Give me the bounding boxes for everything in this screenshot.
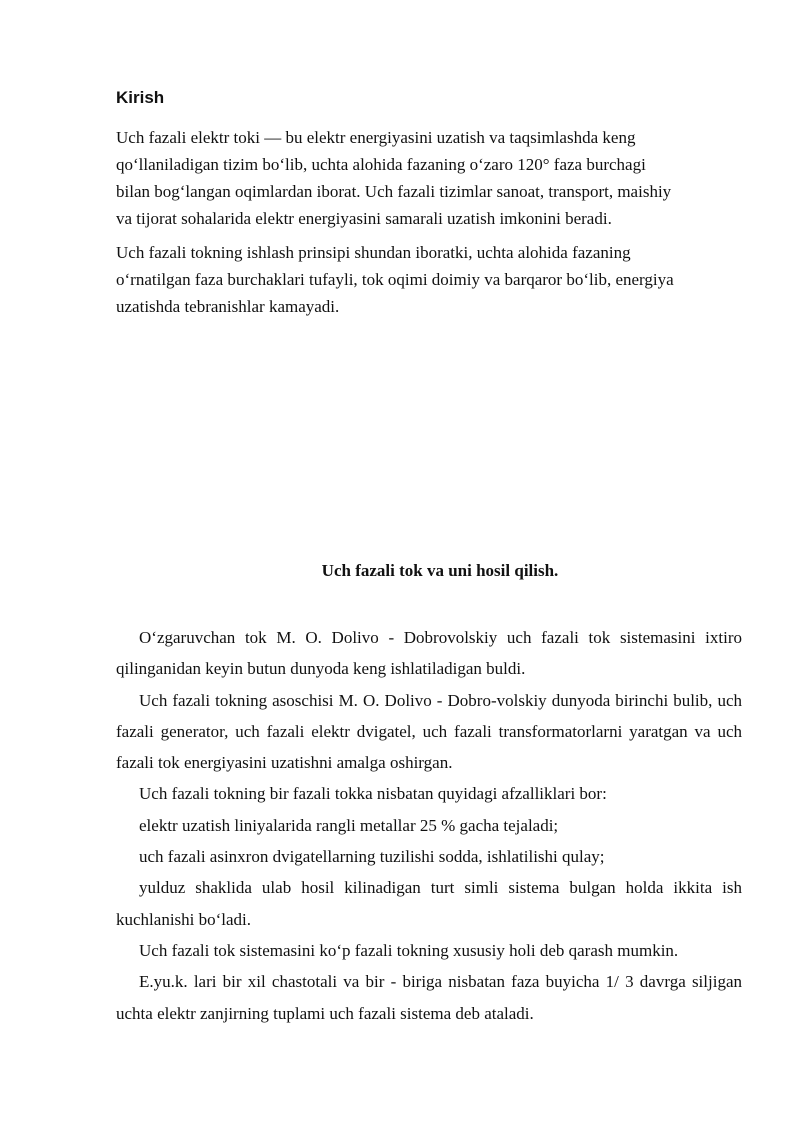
body-paragraph: yulduz shaklida ulab hosil kilinadigan turt simli sistema bulgan holda ikkita ish kuchlanishi bo‘ladi. <box>116 878 742 929</box>
body-paragraph: Uch fazali tokning asoschisi M. O. Dolivo - Dobro-volskiy dunyoda birinchi bulib, uch fazali generator, uch fazali elektr dvigatel, uch fazali transformatorlarni yaratgan va uch fazali tok energiyasini uzatishni amalga oshirgan. <box>116 690 742 773</box>
intro-paragraph: Uch fazali elektr toki — bu elektr energiyasini uzatish va taqsimlashda keng qo‘llaniladigan tizim bo‘lib, uchta alohida fazaning o‘zaro 120° faza burchagi bilan bog‘langan oqimlardan iborat. Uch fazali tizimlar sanoat, transport, maishiy va tijorat sohalarida elektr energiyasini samarali uzatish imkonini beradi. <box>116 128 672 228</box>
body-paragraph: Uch fazali tok sistemasini ko‘p fazali tokning xususiy holi deb qarash mumkin. <box>139 940 679 960</box>
body-paragraph: O‘zgaruvchan tok M. O. Dolivo - Dobrovolskiy uch fazali tok sistemasini ixtiro qilinganidan keyin butun dunyoda keng ishlatiladigan buldi. <box>116 628 742 679</box>
intro-paragraph: Uch fazali tokning ishlash prinsipi shundan iboratki, uchta alohida fazaning o‘rnatilgan faza burchaklari tufayli, tok oqimi doimiy va barqaror bo‘lib, energiya uzatishda tebranishlar kamayadi. <box>116 243 674 316</box>
body-paragraph: E.yu.k. lari bir xil chastotali va bir - biriga nisbatan faza buyicha 1/ 3 davrga siljigan uchta elektr zanjirning tuplami uch fazali sistema deb ataladi. <box>116 972 742 1023</box>
section-title: Uch fazali tok va uni hosil qilish. <box>321 561 559 580</box>
intro-heading: Kirish <box>116 88 165 107</box>
body-paragraph: Uch fazali tokning bir fazali tokka nisbatan quyidagi afzalliklari bor: <box>139 784 607 804</box>
body-paragraph: uch fazali asinxron dvigatellarning tuzilishi sodda, ishlatilishi qulay; <box>139 847 605 867</box>
intro-text <box>116 124 736 327</box>
body-paragraph: elektr uzatish liniyalarida rangli metallar 25 % gacha tejaladi; <box>139 815 559 835</box>
section-body <box>116 622 742 1029</box>
